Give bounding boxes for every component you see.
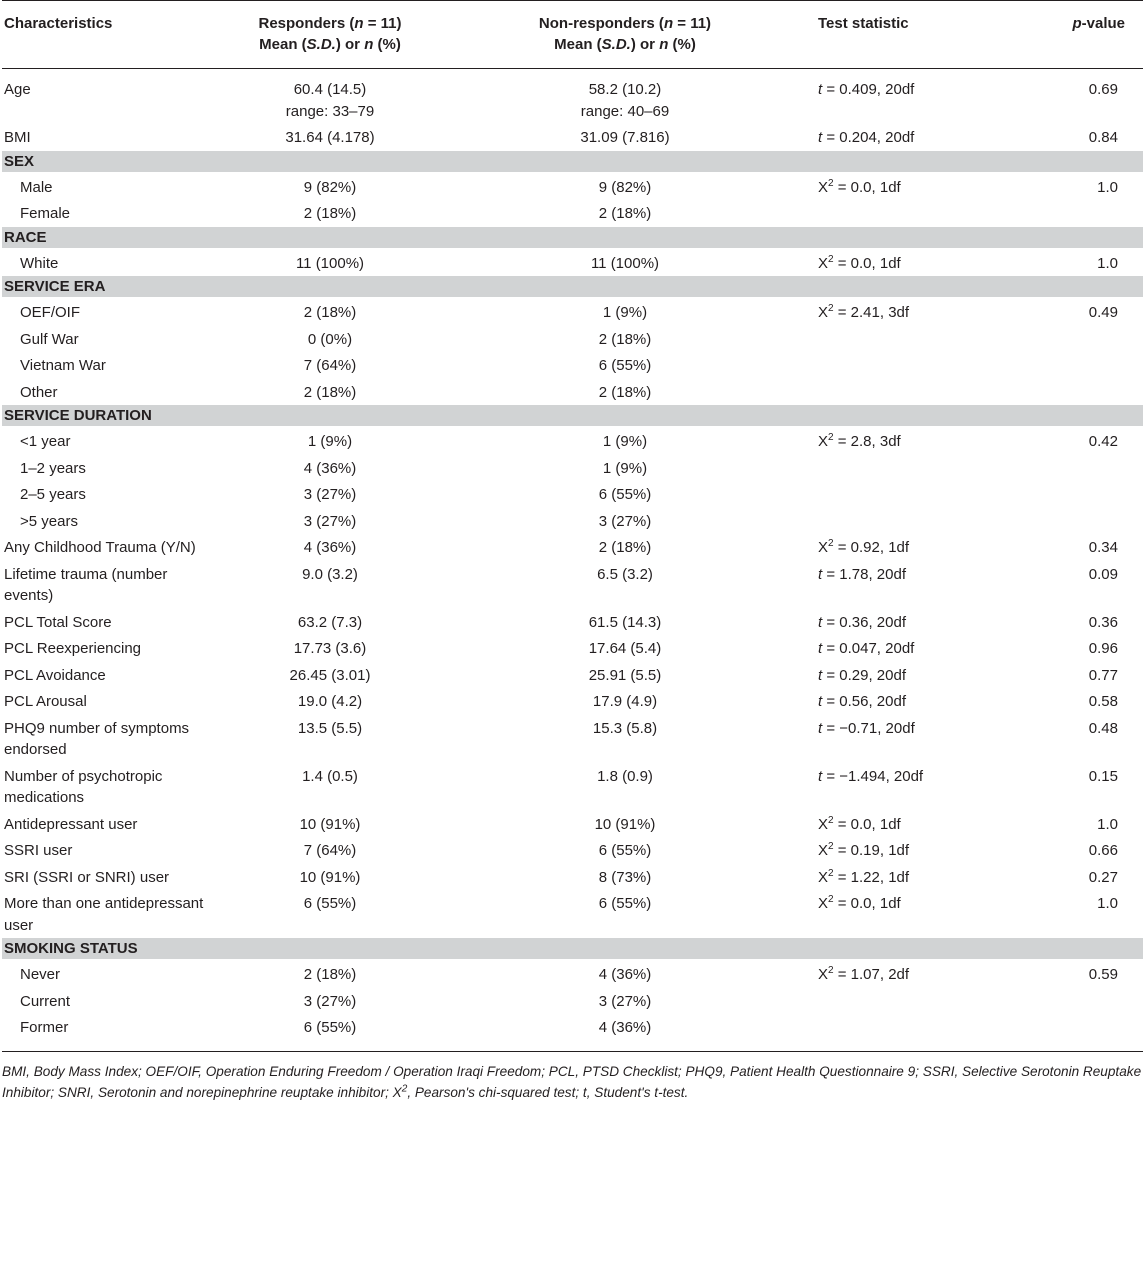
- table-row: [2, 172, 1143, 199]
- section-label: SERVICE ERA: [2, 275, 1143, 297]
- chi-superscript: 2: [828, 253, 834, 265]
- p-value: [1037, 986, 1143, 1013]
- header-nonresponders: Non-responders (n = 11) Mean (S.D.) or n (%): [450, 1, 800, 69]
- nonresponders-value: [450, 761, 800, 809]
- row-label: Other: [20, 383, 58, 401]
- nonresponders-value-main: 2 (18%): [598, 383, 652, 401]
- nonresponders-value-main: 17.64 (5.4): [588, 640, 662, 657]
- section-label: SEX: [2, 150, 1143, 172]
- row-label: Antidepressant user: [4, 815, 138, 833]
- nonresponders-value: [450, 248, 800, 276]
- table-row: [2, 862, 1143, 889]
- chi-superscript: 2: [828, 867, 834, 879]
- test-statistic: [800, 888, 1037, 937]
- nonresponders-value: [450, 453, 800, 480]
- chi-superscript: 2: [828, 432, 834, 443]
- responders-value-range: range: 33–79: [285, 102, 375, 120]
- test-statistic: [800, 633, 1037, 660]
- table-row: [2, 198, 1143, 226]
- test-statistic: [800, 426, 1037, 453]
- row-label: Number of psychotropic medications: [4, 767, 163, 806]
- table-row: [2, 559, 1143, 607]
- nonresponders-value: [450, 809, 800, 836]
- nonresponders-value-main: 61.5 (14.3): [588, 613, 662, 631]
- nonresponders-value-main: 15.3 (5.8): [592, 719, 658, 737]
- row-label: BMI: [4, 129, 31, 146]
- table-row: [2, 660, 1143, 687]
- t-symbol: t: [818, 81, 823, 98]
- responders-value-main: 26.45 (3.01): [289, 666, 371, 684]
- table-footnote: BMI, Body Mass Index; OEF/OIF, Operation Enduring Freedom / Operation Iraqi Freedom; PCL, PTSD Checklist; PHQ9, Patient Health Questionnaire 9; SSRI, Selective Serotonin Reuptake Inhibitor; SNRI, Serotonin and norepinephrine reuptake inhibitor; $X^2$, Pearson's chi-squared test; t, Student's t-test.: [2, 1063, 1142, 1100]
- chi-symbol: X: [818, 539, 829, 556]
- test-statistic-value: = 2.41, 3df: [833, 304, 910, 321]
- table-row: [2, 888, 1143, 937]
- responders-value: [210, 297, 450, 324]
- p-value: 0.84: [1088, 129, 1118, 146]
- nonresponders-value-main: 6.5 (3.2): [597, 565, 653, 583]
- responders-value-main: 63.2 (7.3): [297, 613, 363, 631]
- chi-superscript: 2: [828, 965, 834, 976]
- nonresponders-value-main: 3 (27%): [598, 512, 652, 530]
- responders-value-main: 7 (64%): [303, 842, 357, 859]
- responders-value: [210, 607, 450, 634]
- table-row: [2, 1012, 1143, 1051]
- responders-value-main: 4 (36%): [303, 539, 357, 556]
- table-row: [2, 633, 1143, 660]
- responders-value-main: 11 (100%): [295, 254, 365, 272]
- nonresponders-value-main: 6 (55%): [598, 842, 652, 859]
- responders-value: [210, 377, 450, 405]
- responders-value-main: 1.4 (0.5): [302, 767, 358, 785]
- test-statistic: [800, 761, 1037, 809]
- p-value: 0.27: [1088, 868, 1118, 886]
- p-value: 0.48: [1088, 719, 1118, 737]
- chi-superscript: 2: [828, 841, 834, 852]
- test-statistic: [800, 986, 1037, 1013]
- p-value: [1037, 1012, 1143, 1051]
- nonresponders-value-main: 4 (36%): [598, 1019, 652, 1036]
- nonresponders-value: [450, 532, 800, 559]
- row-label: Male: [20, 178, 53, 196]
- responders-value: [210, 888, 450, 937]
- nonresponders-value: [450, 660, 800, 687]
- nonresponders-value-main: 6 (55%): [598, 895, 652, 912]
- test-statistic: [800, 248, 1037, 276]
- table-row: [2, 506, 1143, 533]
- responders-value: [210, 426, 450, 453]
- table-row: [2, 248, 1143, 276]
- test-statistic: [800, 607, 1037, 634]
- test-statistic-value: = −1.494, 20df: [822, 767, 924, 785]
- table-row: [2, 986, 1143, 1013]
- nonresponders-value: [450, 1012, 800, 1051]
- p-value: 0.49: [1088, 304, 1118, 321]
- nonresponders-value: [450, 559, 800, 607]
- nonresponders-value-main: 1 (9%): [602, 433, 648, 450]
- row-label: Lifetime trauma (number events): [4, 565, 168, 604]
- nonresponders-value-main: 1 (9%): [602, 304, 648, 321]
- responders-value-main: 10 (91%): [299, 868, 361, 886]
- chi-superscript: 2: [828, 814, 834, 826]
- row-label: Former: [2, 1012, 210, 1051]
- nonresponders-value-main: 8 (73%): [598, 868, 652, 886]
- row-label: PHQ9 number of symptoms endorsed: [4, 719, 190, 758]
- t-symbol: t: [818, 693, 823, 710]
- responders-value: [210, 559, 450, 607]
- nonresponders-value: [450, 324, 800, 351]
- table-row: [2, 761, 1143, 809]
- section-label: RACE: [2, 226, 1143, 248]
- p-value: 0.69: [1088, 81, 1118, 98]
- t-symbol: t: [818, 565, 823, 583]
- test-statistic: [800, 1012, 1037, 1051]
- section-label: SERVICE DURATION: [2, 404, 1143, 426]
- test-statistic: [800, 122, 1037, 150]
- row-label: 2–5 years: [20, 486, 86, 503]
- test-statistic: [800, 297, 1037, 324]
- row-label: More than one antidepressant user: [4, 895, 204, 934]
- nonresponders-value-main: 1.8 (0.9): [597, 767, 653, 785]
- p-value: 0.15: [1088, 767, 1118, 785]
- section-header-row: [2, 275, 1143, 297]
- chi-superscript: 2: [828, 303, 834, 314]
- responders-value: [210, 350, 450, 377]
- nonresponders-value: [450, 479, 800, 506]
- nonresponders-value-main: 17.9 (4.9): [592, 693, 658, 710]
- responders-value-main: 3 (27%): [303, 512, 357, 530]
- responders-value-main: 3 (27%): [303, 992, 357, 1010]
- p-value: 1.0: [1097, 895, 1118, 912]
- p-value: [1037, 198, 1143, 226]
- characteristics-table: [2, 0, 1143, 1052]
- responders-value: [210, 1012, 450, 1051]
- responders-value: [210, 660, 450, 687]
- table-body: [2, 69, 1143, 1052]
- test-statistic-value: = 0.92, 1df: [833, 539, 910, 556]
- responders-value: [210, 761, 450, 809]
- table-row: [2, 479, 1143, 506]
- chi-symbol: X: [818, 895, 829, 912]
- nonresponders-value: [450, 297, 800, 324]
- test-statistic: [800, 172, 1037, 199]
- test-statistic-value: = 0.047, 20df: [822, 640, 915, 657]
- test-statistic: [800, 324, 1037, 351]
- nonresponders-value-main: 4 (36%): [598, 966, 652, 983]
- chi-symbol: X: [818, 254, 829, 272]
- nonresponders-value-main: 58.2 (10.2): [588, 81, 662, 98]
- nonresponders-value-main: 2 (18%): [598, 539, 652, 556]
- row-label: 1–2 years: [20, 459, 86, 477]
- t-symbol: t: [818, 666, 823, 684]
- test-statistic: [800, 686, 1037, 713]
- row-label: >5 years: [20, 512, 78, 530]
- t-symbol: t: [818, 129, 823, 146]
- nonresponders-value: [450, 959, 800, 986]
- test-statistic-value: = 1.22, 1df: [833, 868, 910, 886]
- responders-value-main: 0 (0%): [307, 330, 353, 348]
- t-symbol: t: [818, 613, 823, 631]
- nonresponders-value-main: 6 (55%): [598, 486, 652, 503]
- nonresponders-value-main: 10 (91%): [594, 815, 656, 833]
- responders-value: [210, 453, 450, 480]
- test-statistic: [800, 835, 1037, 862]
- responders-value-main: 17.73 (3.6): [293, 640, 367, 657]
- nonresponders-value-main: 2 (18%): [598, 205, 652, 222]
- table-row: [2, 607, 1143, 634]
- responders-value-main: 10 (91%): [299, 815, 361, 833]
- responders-value-main: 2 (18%): [303, 304, 357, 321]
- section-header-row: [2, 150, 1143, 172]
- test-statistic: [800, 713, 1037, 761]
- responders-value: [210, 122, 450, 150]
- test-statistic-value: = 0.56, 20df: [822, 693, 906, 710]
- test-statistic: [800, 862, 1037, 889]
- p-value: 1.0: [1097, 815, 1118, 833]
- nonresponders-value-main: 3 (27%): [598, 992, 652, 1010]
- table-row: [2, 835, 1143, 862]
- nonresponders-value: [450, 686, 800, 713]
- test-statistic: [800, 350, 1037, 377]
- row-label: SSRI user: [4, 842, 73, 859]
- p-value: [1037, 453, 1143, 480]
- p-value: [1037, 324, 1143, 351]
- row-label: Age: [4, 81, 31, 98]
- table-row: [2, 713, 1143, 761]
- chi-symbol: X: [818, 868, 829, 886]
- nonresponders-value: [450, 862, 800, 889]
- responders-value-main: 7 (64%): [303, 357, 357, 374]
- header-responders: Responders (n = 11) Mean (S.D.) or n (%): [210, 1, 450, 69]
- table-row: [2, 377, 1143, 405]
- row-label: PCL Avoidance: [4, 666, 106, 684]
- test-statistic-value: = 0.204, 20df: [822, 129, 915, 146]
- row-label: PCL Reexperiencing: [4, 640, 142, 657]
- test-statistic: [800, 198, 1037, 226]
- row-label: PCL Arousal: [4, 693, 87, 710]
- p-value: 1.0: [1097, 178, 1118, 196]
- p-value: 0.42: [1088, 433, 1118, 450]
- section-label: SMOKING STATUS: [2, 937, 1143, 959]
- test-statistic-value: = −0.71, 20df: [822, 719, 915, 737]
- p-value: [1037, 377, 1143, 405]
- chi-symbol: X: [818, 815, 829, 833]
- row-label: Any Childhood Trauma (Y/N): [4, 539, 196, 556]
- responders-value-main: 2 (18%): [303, 205, 357, 222]
- section-header-row: [2, 226, 1143, 248]
- table-row: [2, 532, 1143, 559]
- row-label: PCL Total Score: [4, 613, 112, 631]
- nonresponders-value: [450, 888, 800, 937]
- p-value: 0.58: [1088, 693, 1118, 710]
- responders-value: [210, 198, 450, 226]
- test-statistic: [800, 959, 1037, 986]
- nonresponders-value-main: 25.91 (5.5): [588, 666, 662, 684]
- responders-value-main: 9.0 (3.2): [302, 565, 358, 583]
- nonresponders-value: [450, 198, 800, 226]
- nonresponders-value: [450, 122, 800, 150]
- responders-value-main: 1 (9%): [307, 433, 353, 450]
- responders-value: [210, 809, 450, 836]
- row-label: <1 year: [20, 433, 71, 450]
- chi-superscript: 2: [828, 538, 834, 549]
- test-statistic-value: = 0.409, 20df: [822, 81, 915, 98]
- responders-value-main: 13.5 (5.5): [297, 719, 363, 737]
- responders-value: [210, 248, 450, 276]
- test-statistic: [800, 559, 1037, 607]
- responders-value: [210, 506, 450, 533]
- t-symbol: t: [818, 767, 823, 785]
- chi-superscript: 2: [828, 894, 834, 905]
- nonresponders-value: [450, 607, 800, 634]
- row-label: Vietnam War: [20, 357, 106, 374]
- responders-value: [210, 324, 450, 351]
- section-header-row: [2, 404, 1143, 426]
- test-statistic-value: = 0.29, 20df: [822, 666, 906, 684]
- t-symbol: t: [818, 640, 823, 657]
- responders-value-main: 31.64 (4.178): [285, 129, 375, 146]
- nonresponders-value-main: 2 (18%): [598, 330, 652, 348]
- test-statistic-value: = 0.36, 20df: [822, 613, 906, 631]
- row-label: Gulf War: [20, 330, 79, 348]
- test-statistic: [800, 479, 1037, 506]
- responders-value-main: 2 (18%): [303, 966, 357, 983]
- nonresponders-value-main: 1 (9%): [602, 459, 648, 477]
- nonresponders-value: [450, 350, 800, 377]
- p-value: 0.77: [1088, 666, 1118, 684]
- chi-symbol: X: [818, 304, 829, 321]
- nonresponders-value: [450, 986, 800, 1013]
- t-symbol: t: [818, 719, 823, 737]
- responders-value: [210, 862, 450, 889]
- table-row: [2, 122, 1143, 150]
- test-statistic-value: = 1.07, 2df: [833, 966, 910, 983]
- test-statistic-value: = 0.0, 1df: [833, 178, 901, 196]
- p-value: 0.09: [1088, 565, 1118, 583]
- p-value: 0.96: [1088, 640, 1118, 657]
- test-statistic: [800, 809, 1037, 836]
- responders-value: [210, 172, 450, 199]
- responders-value: [210, 713, 450, 761]
- p-value: 0.59: [1088, 966, 1118, 983]
- responders-value-main: 9 (82%): [303, 178, 357, 196]
- test-statistic: [800, 453, 1037, 480]
- row-label: OEF/OIF: [20, 304, 80, 321]
- responders-value-main: 3 (27%): [303, 486, 357, 503]
- responders-value-main: 2 (18%): [303, 383, 357, 401]
- header-characteristics: Characteristics: [2, 1, 210, 69]
- table-row: [2, 453, 1143, 480]
- test-statistic-value: = 0.0, 1df: [833, 815, 901, 833]
- nonresponders-value-main: 31.09 (7.816): [580, 129, 670, 146]
- responders-value-main: 19.0 (4.2): [297, 693, 363, 710]
- responders-value: [210, 633, 450, 660]
- nonresponders-value-range: range: 40–69: [580, 102, 670, 120]
- table-row: [2, 426, 1143, 453]
- p-value: [1037, 350, 1143, 377]
- responders-value-main: 6 (55%): [303, 895, 357, 912]
- row-label: SRI (SSRI or SNRI) user: [4, 868, 170, 886]
- nonresponders-value: [450, 713, 800, 761]
- row-label: Never: [20, 966, 61, 983]
- responders-value: [210, 959, 450, 986]
- p-value: 0.66: [1088, 842, 1118, 859]
- responders-value-main: 4 (36%): [303, 459, 357, 477]
- responders-value: [210, 532, 450, 559]
- p-value: 0.36: [1088, 613, 1118, 631]
- test-statistic-value: = 0.0, 1df: [833, 254, 901, 272]
- nonresponders-value-main: 6 (55%): [598, 357, 652, 374]
- nonresponders-value: [450, 506, 800, 533]
- responders-value: [210, 69, 450, 123]
- responders-value: [210, 686, 450, 713]
- chi-symbol: X: [818, 842, 829, 859]
- chi-symbol: X: [818, 433, 829, 450]
- p-value: 0.34: [1088, 539, 1118, 556]
- table-row: [2, 297, 1143, 324]
- nonresponders-value-main: 11 (100%): [590, 254, 660, 272]
- nonresponders-value-main: 9 (82%): [598, 178, 652, 196]
- nonresponders-value: [450, 426, 800, 453]
- nonresponders-value: [450, 172, 800, 199]
- table-header: [2, 1, 1143, 69]
- responders-value-main: 6 (55%): [303, 1019, 357, 1036]
- header-p-value: p-value: [1037, 1, 1143, 69]
- chi-symbol: X: [818, 178, 829, 196]
- row-label: Female: [20, 205, 71, 222]
- nonresponders-value: [450, 633, 800, 660]
- test-statistic: [800, 506, 1037, 533]
- responders-value: [210, 479, 450, 506]
- responders-value: [210, 835, 450, 862]
- row-label: White: [20, 254, 59, 272]
- p-value: [1037, 479, 1143, 506]
- table-row: [2, 809, 1143, 836]
- test-statistic-value: = 0.0, 1df: [833, 895, 901, 912]
- table-row: [2, 686, 1143, 713]
- test-statistic-value: = 0.19, 1df: [833, 842, 910, 859]
- table-row: [2, 350, 1143, 377]
- responders-value-main: 60.4 (14.5): [293, 81, 367, 98]
- table-row: [2, 69, 1143, 123]
- nonresponders-value: [450, 69, 800, 123]
- test-statistic: [800, 69, 1037, 123]
- table-row: [2, 324, 1143, 351]
- p-value: [1037, 506, 1143, 533]
- test-statistic: [800, 377, 1037, 405]
- nonresponders-value: [450, 835, 800, 862]
- p-value: 1.0: [1097, 254, 1118, 272]
- chi-symbol: X: [818, 966, 829, 983]
- chi-superscript: 2: [828, 177, 834, 189]
- test-statistic: [800, 532, 1037, 559]
- responders-value: [210, 986, 450, 1013]
- test-statistic-value: = 1.78, 20df: [822, 565, 906, 583]
- test-statistic: [800, 660, 1037, 687]
- table-row: [2, 959, 1143, 986]
- section-header-row: [2, 937, 1143, 959]
- test-statistic-value: = 2.8, 3df: [833, 433, 901, 450]
- header-test-statistic: Test statistic: [800, 1, 1037, 69]
- row-label: Current: [20, 992, 71, 1010]
- nonresponders-value: [450, 377, 800, 405]
